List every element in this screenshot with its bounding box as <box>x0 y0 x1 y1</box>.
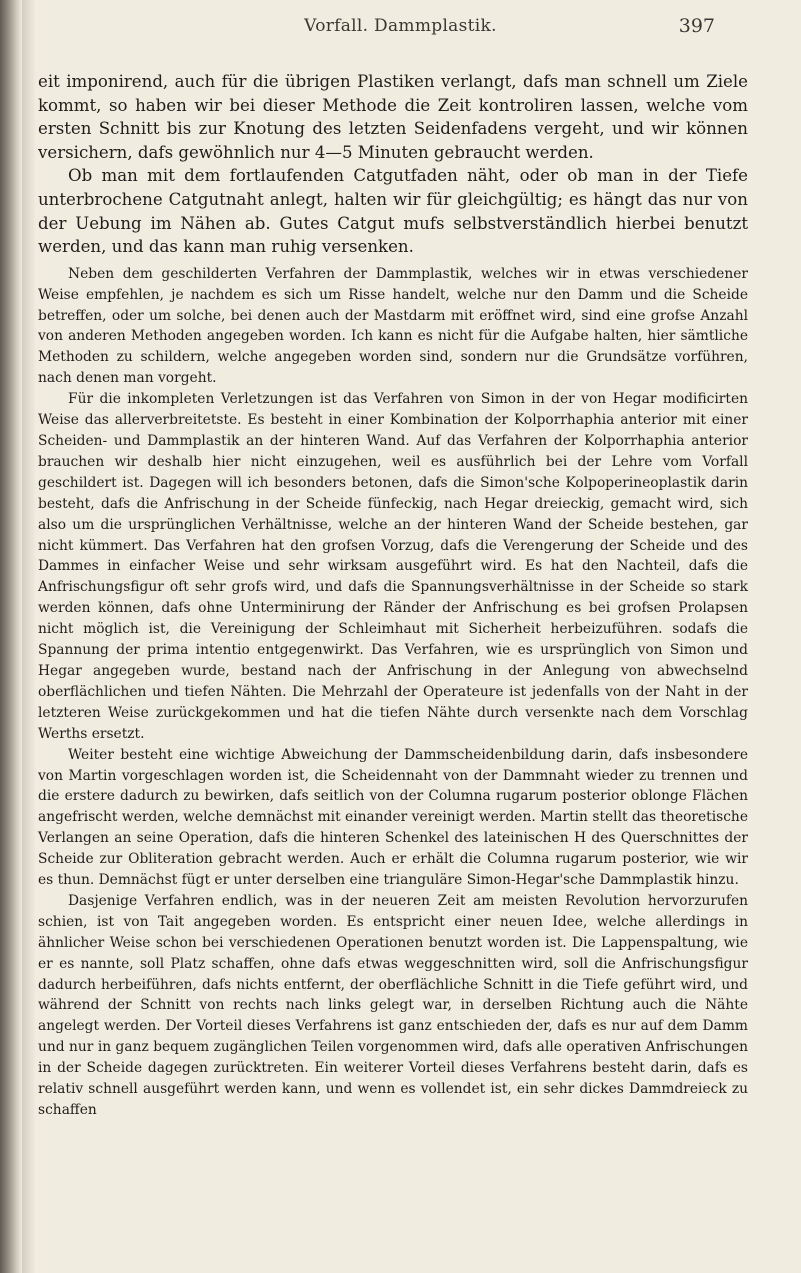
small-paragraph: Für die inkompleten Verletzungen ist das Verfahren von Simon in der von Hegar modificirten Weise das allerverbreitetste. Es besteht in einer Kombination der Kolporrhaphia anterior mit einer Scheiden- und Dammplastik an der hinteren Wand. Auf das Verfahren der Kolporrhaphia anterior brauchen wir deshalb hier nicht einzugehen, weil es ausführlich bei der Lehre vom Vorfall geschildert ist. Dagegen will ich besonders betonen, dafs die Simon'sche Kolpoperineoplastik darin besteht, dafs die Anfrischung in der Scheide fünfeckig, nach Hegar dreieckig, gemacht wird, sich also um die ursprünglichen Verhältnisse, welche an der hinteren Wand der Scheide bestehen, gar nicht kümmert. Das Verfahren hat den grofsen Vorzug, dafs die Verengerung der Scheide und des Dammes in einfacher Weise und sehr wirksam ausgeführt wird. Es hat den Nachteil, dafs die Anfrischungsfigur oft sehr grofs wird, und dafs die Spannungsverhältnisse in der Scheide so stark werden können, dafs ohne Unterminirung der Ränder der Anfrischung es bei grofsen Prolapsen nicht möglich ist, die Vereinigung der Schleimhaut mit Sicherheit herbeizuführen. sodafs die Spannung der prima intentio entgegenwirkt. Das Verfahren, wie es ursprünglich von Simon und Hegar angegeben wurde, bestand nach der Anfrischung in der Anlegung von abwechselnd oberflächlichen und tiefen Nähten. Die Mehrzahl der Operateure ist jedenfalls von der Naht in der letzteren Weise zurückgekommen und hat die tiefen Nähte durch versenkte nach dem Vorschlag Werths ersetzt. <box>38 391 748 742</box>
gutter-shadow <box>22 0 36 1273</box>
large-print-section <box>38 70 748 259</box>
body-paragraph: eit imponirend, auch für die übrigen Plastiken verlangt, dafs man schnell um Ziele kommt, so haben wir bei dieser Methode die Zeit kontroliren lassen, welche vom ersten Schnitt bis zur Knotung des letzten Seidenfadens vergeht, und wir können versichern, dafs gewöhnlich nur 4—5 Minuten gebraucht werden. <box>38 72 748 162</box>
small-paragraph: Neben dem geschilderten Verfahren der Dammplastik, welches wir in etwas verschiedener Weise empfehlen, je nachdem es sich um Risse handelt, welche nur den Damm und die Scheide betreffen, oder um solche, bei denen auch der Mastdarm mit eröffnet wird, sind eine grofse Anzahl von anderen Methoden angegeben worden. Ich kann es nicht für die Aufgabe halten, hier sämtliche Methoden zu schildern, welche angegeben worden sind, sondern nur die Grundsätze vorführen, nach denen man vorgeht. <box>38 265 748 387</box>
page-number: 397 <box>678 15 715 37</box>
book-binding-gutter <box>0 0 22 1273</box>
running-title: Vorfall. Dammplastik. <box>304 16 497 36</box>
page-body <box>38 70 748 1121</box>
body-paragraph: Ob man mit dem fortlaufenden Catgutfaden näht, oder ob man in der Tiefe unterbrochene Catgutnaht anlegt, halten wir für gleichgültig; es hängt das nur von der Uebung im Nähen ab. Gutes Catgut mufs selbstverständlich hierbei benutzt werden, und das kann man ruhig versenken. <box>38 166 748 257</box>
small-paragraph: Weiter besteht eine wichtige Abweichung der Dammscheidenbildung darin, dafs insbesondere von Martin vorgeschlagen worden ist, die Scheidennaht von der Dammnaht wieder zu trennen und die erstere dadurch zu bewirken, dafs seitlich von der Columna rugarum posterior oblonge Flächen angefrischt werden, welche demnächst mit einander vereinigt werden. Martin stellt das theoretische Verlangen an seine Operation, dafs die hinteren Schenkel des lateinischen H des Querschnittes der Scheide zur Obliteration gebracht werden. Auch er erhält die Columna rugarum posterior, wie wir es thun. Demnächst fügt er unter derselben eine trianguläre Simon-Hegar'sche Dammplastik hinzu. <box>38 746 748 889</box>
small-print-section <box>38 264 748 1121</box>
page-header <box>0 16 801 44</box>
small-paragraph: Dasjenige Verfahren endlich, was in der neueren Zeit am meisten Revolution hervorzurufen schien, ist von Tait angegeben worden. Es entspricht einer neuen Idee, welche allerdings in ähnlicher Weise schon bei verschiedenen Operationen benutzt worden ist. Die Lappenspaltung, wie er es nannte, soll Platz schaffen, ohne dafs etwas weggeschnitten wird, soll die Anfrischungsfigur dadurch herbeiführen, dafs nichts entfernt, der oberflächliche Schnitt in die Tiefe geführt wird, und während der Schnitt von rechts nach links gelegt war, in derselben Richtung auch die Nähte angelegt werden. Der Vorteil dieses Verfahrens ist ganz entschieden der, dafs es nur auf dem Damm und nur in ganz bequem zugänglichen Teilen vorgenommen wird, dafs alle operativen Anfrischungen in der Scheide dagegen zurücktreten. Ein weiterer Vorteil dieses Verfahrens besteht darin, dafs es relativ schnell ausgeführt werden kann, und wenn es vollendet ist, ein sehr dickes Dammdreieck zu schaffen <box>38 892 748 1118</box>
